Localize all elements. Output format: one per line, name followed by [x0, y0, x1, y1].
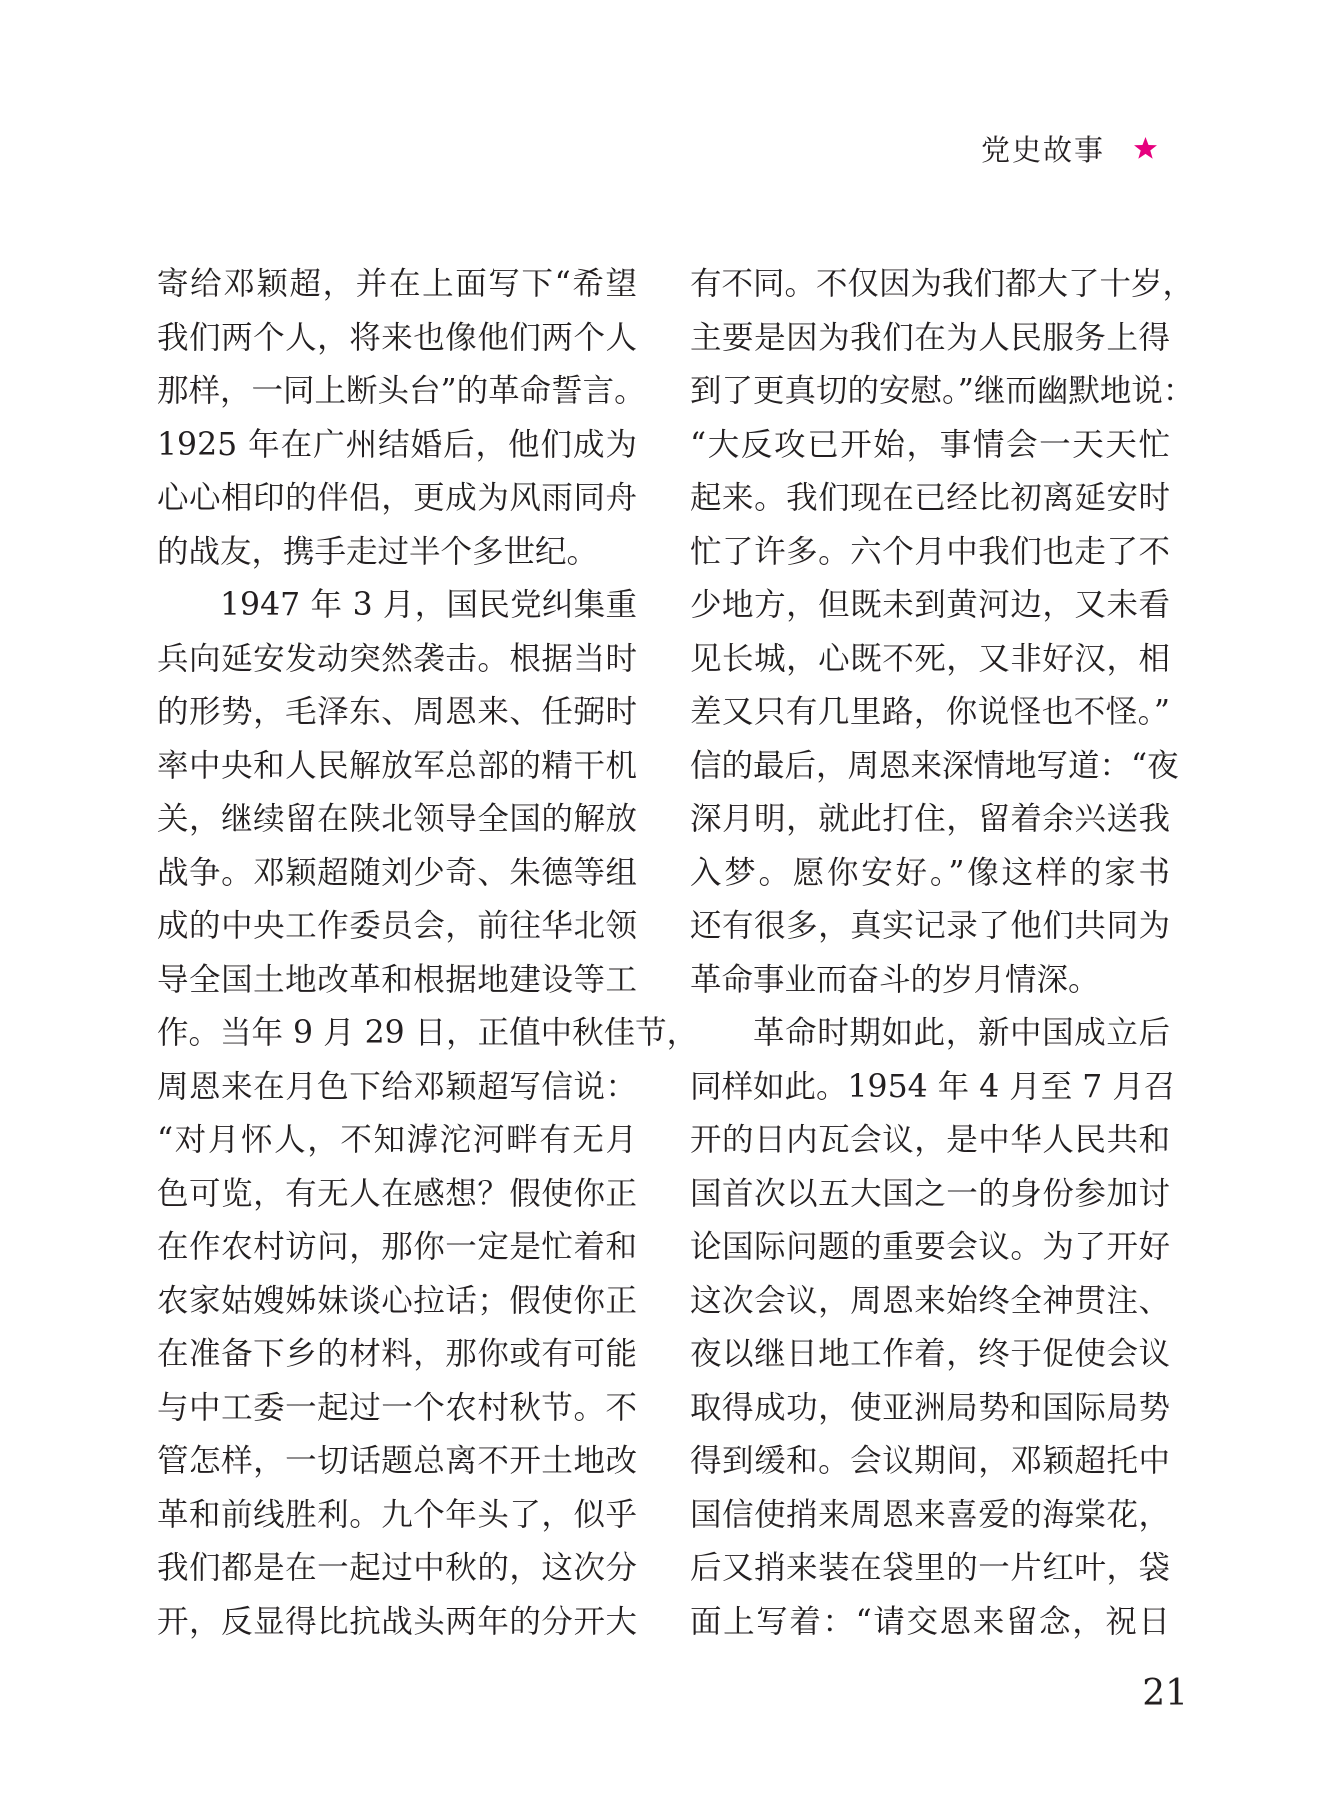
paragraph: [690, 1007, 1176, 1649]
text-line: 见长城，心既不死，又非好汉，相: [690, 640, 1170, 677]
text-line: 心心相印的伴侣，更成为风雨同舟: [157, 480, 637, 516]
star-icon: [1133, 136, 1158, 161]
text-line: 在作农村访问，那你一定是忙着和: [157, 1229, 637, 1265]
text-line: 的形势，毛泽东、周恩来、任弼时: [157, 694, 637, 730]
text-line: 取得成功，使亚洲局势和国际局势: [690, 1389, 1170, 1426]
text-line: 成的中央工作委员会，前往华北领: [157, 908, 637, 944]
left-text-column: [157, 258, 699, 1649]
text-line: 那样，一同上断头台”的革命誓言。: [157, 373, 646, 409]
text-line: 有不同。不仅因为我们都大了十岁，: [690, 266, 1195, 302]
text-line: 夜以继日地工作着，终于促使会议: [690, 1336, 1170, 1372]
text-line: 与中工委一起过一个农村秋节。不: [157, 1389, 637, 1426]
text-line: 国首次以五大国之一的身份参加讨: [690, 1175, 1170, 1212]
text-line: 得到缓和。会议期间，邓颖超托中: [690, 1443, 1170, 1479]
text-line: 开的日内瓦会议，是中华人民共和: [690, 1122, 1170, 1158]
text-line: 国信使捎来周恩来喜爱的海棠花，: [690, 1496, 1170, 1533]
text-line: 农家姑嫂姊妹谈心拉话；假使你正: [157, 1282, 637, 1319]
text-line: 作。当年 9 月 29 日，正值中秋佳节，: [157, 1015, 699, 1051]
text-line: 周恩来在月色下给邓颖超写信说：: [157, 1068, 637, 1105]
text-line: 论国际问题的重要会议。为了开好: [690, 1229, 1170, 1265]
text-line: 战争。邓颖超随刘少奇、朱德等组: [157, 854, 637, 891]
text-line: 我们都是在一起过中秋的，这次分: [157, 1550, 637, 1586]
running-header: [981, 128, 1158, 168]
text-line: 革命事业而奋斗的岁月情深。: [690, 961, 1100, 998]
text-line: “大反攻已开始，事情会一天天忙: [690, 426, 1170, 463]
page-number: 21: [1142, 1673, 1188, 1714]
text-line: “对月怀人，不知滹沱河畔有无月: [157, 1122, 637, 1158]
text-line: 的战友，携手走过半个多世纪。: [157, 533, 599, 570]
text-line: 兵向延安发动突然袭击。根据当时: [157, 640, 637, 677]
text-line: 深月明，就此打住，留着余兴送我: [690, 801, 1170, 837]
text-line: 1947 年 3 月，国民党纠集重: [220, 587, 637, 623]
text-line: 后又捎来装在袋里的一片红叶，袋: [690, 1550, 1170, 1586]
text-line: 面上写着：“请交恩来留念，祝日: [690, 1603, 1170, 1640]
text-line: 信的最后，周恩来深情地写道：“夜: [690, 747, 1179, 784]
paragraph: [157, 258, 646, 579]
text-line: 这次会议，周恩来始终全神贯注、: [690, 1282, 1170, 1319]
text-line: 导全国土地改革和根据地建设等工: [157, 961, 637, 998]
section-title: 党史故事: [980, 132, 1105, 167]
right-text-column: [690, 258, 1195, 1649]
paragraph: [157, 579, 699, 1649]
text-line: 在准备下乡的材料，那你或有可能: [157, 1336, 637, 1372]
text-line: 差又只有几里路，你说怪也不怪。”: [690, 694, 1170, 730]
text-line: 色可览，有无人在感想？假使你正: [157, 1175, 637, 1212]
text-line: 到了更真切的安慰。”继而幽默地说：: [690, 373, 1195, 409]
text-line: 革命时期如此，新中国成立后: [753, 1015, 1170, 1051]
text-line: 主要是因为我们在为人民服务上得: [690, 319, 1170, 356]
text-line: 率中央和人民解放军总部的精干机: [157, 747, 637, 784]
text-line: 寄给邓颖超，并在上面写下“希望: [157, 266, 637, 302]
text-line: 忙了许多。六个月中我们也走了不: [690, 533, 1170, 570]
paragraph: [690, 258, 1195, 1007]
text-line: 还有很多，真实记录了他们共同为: [690, 908, 1170, 944]
text-line: 关，继续留在陕北领导全国的解放: [157, 801, 637, 837]
text-line: 1925 年在广州结婚后，他们成为: [157, 426, 637, 463]
text-line: 管怎样，一切话题总离不开土地改: [157, 1443, 637, 1479]
text-line: 革和前线胜利。九个年头了，似乎: [157, 1496, 637, 1533]
text-line: 同样如此。1954 年 4 月至 7 月召: [690, 1068, 1176, 1105]
text-line: 起来。我们现在已经比初离延安时: [690, 480, 1170, 516]
text-line: 少地方，但既未到黄河边，又未看: [690, 587, 1170, 623]
text-line: 入梦。愿你安好。”像这样的家书: [690, 854, 1170, 891]
text-line: 开，反显得比抗战头两年的分开大: [157, 1603, 637, 1640]
text-line: 我们两个人，将来也像他们两个人: [157, 319, 637, 356]
